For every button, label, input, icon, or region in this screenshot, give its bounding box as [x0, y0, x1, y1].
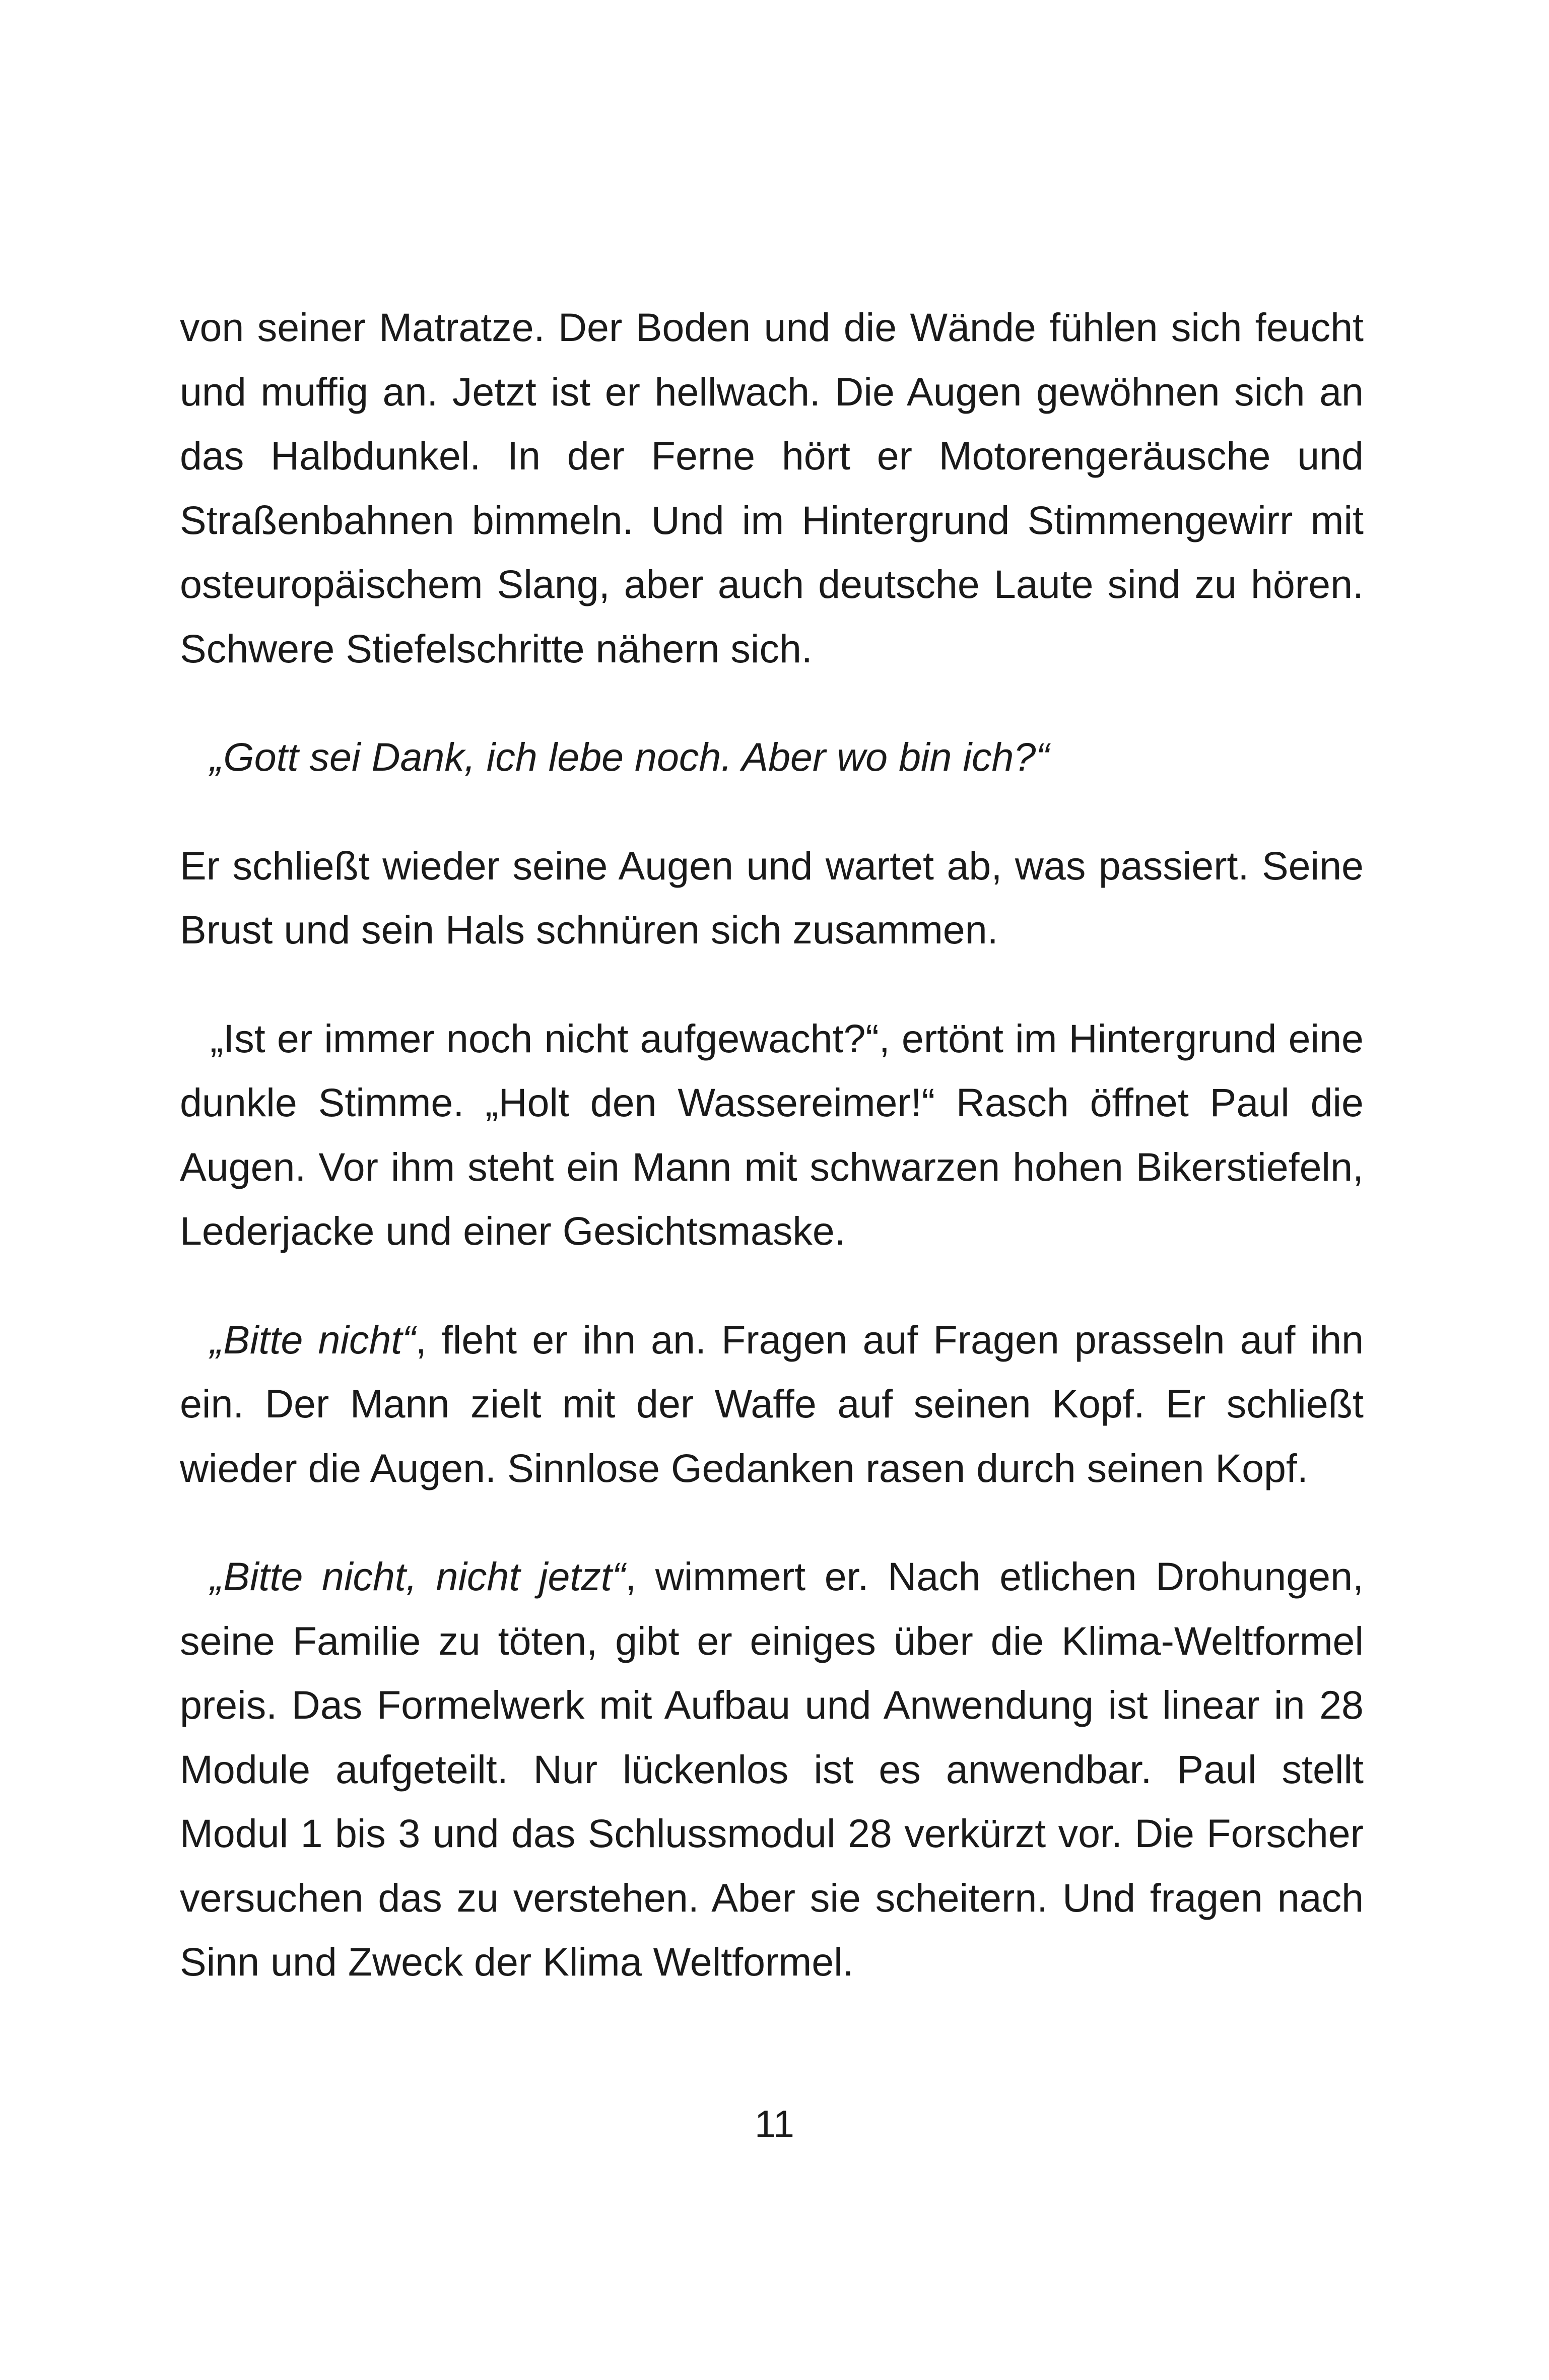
italic-quote: „Bitte nicht“ — [210, 1317, 416, 1362]
paragraph-4 — [180, 1006, 1364, 1263]
paragraph-text: „Ist er immer noch nicht aufgewacht?“, ertönt im Hintergrund eine dunkle Stimme. „Holt den Wassereimer!“ Rasch öffnet Paul die Augen. Vor ihm steht ein Mann mit schwarzen hohen Bikerstiefeln, Lederjacke und einer Gesichtsmaske. — [180, 1015, 1364, 1253]
paragraph-5 — [180, 1308, 1364, 1501]
italic-thought: „Gott sei Dank, ich lebe noch. Aber wo bin ich?“ — [210, 734, 1049, 779]
body-text — [180, 295, 1364, 1994]
paragraph-1 — [180, 295, 1364, 681]
paragraph-3 — [180, 834, 1364, 962]
paragraph-text: Er schließt wieder seine Augen und wartet ab, was passiert. Seine Brust und sein Hals schnüren sich zusammen. — [180, 843, 1364, 952]
paragraph-2-thought — [180, 725, 1364, 789]
italic-quote: „Bitte nicht, nicht jetzt“ — [210, 1554, 626, 1599]
page-number: 11 — [755, 2103, 794, 2146]
paragraph-6 — [180, 1544, 1364, 1994]
paragraph-text: von seiner Matratze. Der Boden und die Wände fühlen sich feucht und muffig an. Jetzt ist er hellwach. Die Augen gewöhnen sich an das Halbdunkel. In der Ferne hört er Motorengeräusche und Straßenbahnen bimmeln. Und im Hintergrund Stimmengewirr mit osteuropäischem Slang, aber auch deutsche Laute sind zu hören. Schwere Stiefelschritte nähern sich. — [180, 305, 1364, 671]
paragraph-text: , fleht er ihn an. Fragen auf Fragen prasseln auf ihn ein. Der Mann zielt mit der Waffe auf seinen Kopf. Er schließt wieder die Augen. Sinnlose Gedanken rasen durch seinen Kopf. — [180, 1317, 1364, 1490]
paragraph-text: , wimmert er. Nach etlichen Drohungen, seine Familie zu töten, gibt er einiges über die Klima-Weltformel preis. Das Formelwerk mit Aufbau und Anwendung ist linear in 28 Module aufgeteilt. Nur lückenlos ist es anwendbar. Paul stellt Modul 1 bis 3 und das Schlussmodul 28 verkürzt vor. Die Forscher versuchen das zu verstehen. Aber sie scheitern. Und fragen nach Sinn und Zweck der Klima Weltformel. — [180, 1554, 1364, 1984]
